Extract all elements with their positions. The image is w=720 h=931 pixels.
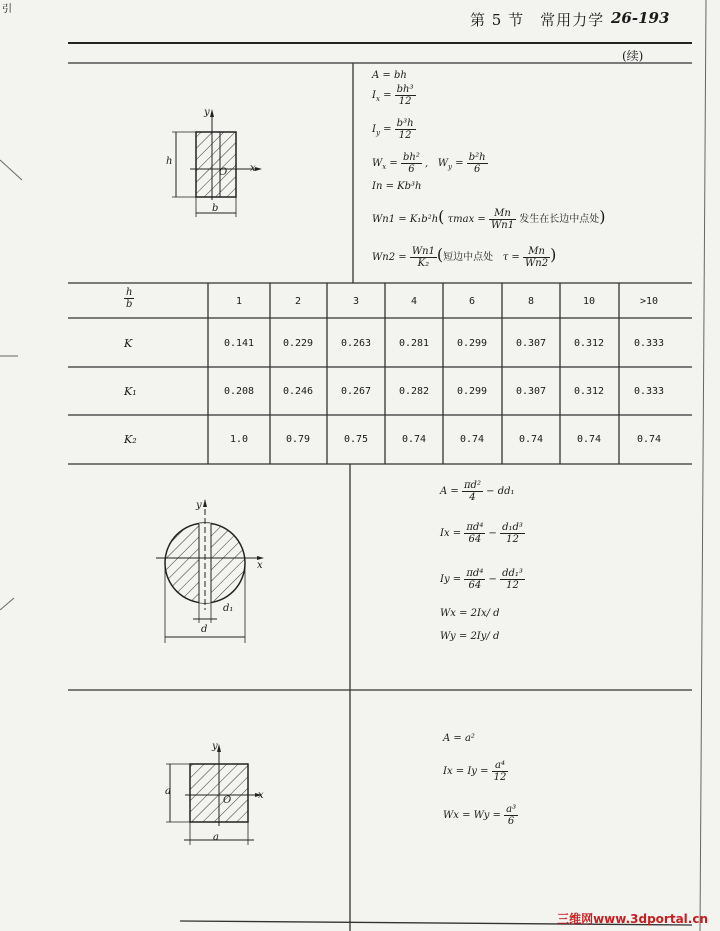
- formula-ix: $I_x$ = $\frac{\text{bh³}}{12}$: [372, 84, 414, 107]
- rect-y-label: y: [204, 107, 210, 118]
- formula-circle-wx: Wx = 2Ix/ d: [440, 608, 500, 619]
- ktable-cell: 0.267: [340, 386, 372, 397]
- square-y-label: y: [212, 741, 218, 752]
- ktable-cell: 0.74: [636, 434, 662, 445]
- page-number: 26-193: [611, 9, 670, 27]
- continued-label: (续): [622, 49, 644, 63]
- square-bottom-label: a: [213, 832, 219, 843]
- formula-square-area: A = a²: [443, 733, 475, 744]
- rect-origin-label: O: [219, 167, 228, 178]
- circle-x-label: x: [257, 560, 263, 571]
- formula-iy: $I_y$ = $\frac{\text{b³h}}{12}$: [372, 118, 414, 141]
- ktable-cell: 0.74: [518, 434, 544, 445]
- square-side-label: a: [165, 786, 171, 797]
- ktable-cell: 0.312: [573, 386, 605, 397]
- ktable-cell: 0.79: [285, 434, 311, 445]
- watermark: 三维网www.3dportal.cn: [557, 912, 708, 926]
- formula-square-i: Ix = Iy = $\frac{\text{a⁴}}{12}$: [443, 760, 507, 783]
- ktable-cell: 0.208: [223, 386, 255, 397]
- formula-square-w: Wx = Wy = $\frac{\text{a³}}{6}$: [443, 804, 517, 827]
- ktable-cell: 0.282: [398, 386, 430, 397]
- rect-h-label: h: [166, 156, 173, 167]
- circle-y-label: y: [196, 500, 202, 511]
- ktable-cell: 0.141: [223, 338, 255, 349]
- rect-b-label: b: [212, 203, 219, 214]
- rect-x-label: x: [250, 163, 256, 174]
- section-title: 第 5 节 常用力学: [470, 11, 605, 29]
- formula-in: In = Kb³h: [372, 181, 422, 192]
- ktable-cell: 0.299: [456, 338, 488, 349]
- ktable-cell: 0.246: [282, 386, 314, 397]
- ktable-col-header: 1: [235, 296, 243, 307]
- formula-circle-area: A = $\frac{\text{πd²}}{4}$ − dd₁: [440, 480, 515, 503]
- ktable-row-label: K₂: [124, 433, 137, 446]
- circle-section-figure: [150, 495, 280, 655]
- ktable-cell: 0.312: [573, 338, 605, 349]
- ktable-cell: 0.74: [401, 434, 427, 445]
- ktable-col-header: 4: [410, 296, 418, 307]
- ktable-cell: 0.74: [459, 434, 485, 445]
- ktable-col-header: 6: [468, 296, 476, 307]
- square-x-label: x: [258, 790, 264, 801]
- ktable-cell: 1.0: [229, 434, 249, 445]
- ktable-row-label: K₁: [124, 385, 137, 398]
- formula-wn1: Wn1 = K₁b²h( τmax = $\frac{Mn}{Wn1}$ 发生在长边中点处): [372, 207, 606, 231]
- circle-d-label: d: [201, 624, 208, 635]
- ktable-cell: 0.75: [343, 434, 369, 445]
- margin-mark: 引: [2, 4, 12, 15]
- ktable-cell: 0.333: [633, 338, 665, 349]
- ktable-col-header: 10: [582, 296, 596, 307]
- ktable-cell: 0.307: [515, 386, 547, 397]
- formula-circle-ix: Ix = $\frac{\text{πd⁴}}{64}$ − $\frac{\text{d₁d³}}{12}$: [440, 522, 523, 545]
- ktable-col-header: 2: [294, 296, 302, 307]
- square-origin-label: O: [223, 795, 232, 806]
- circle-d1-label: d₁: [223, 603, 234, 614]
- ktable-col-header: 8: [527, 296, 535, 307]
- formula-circle-wy: Wy = 2Iy/ d: [440, 631, 500, 642]
- ktable-cell: 0.74: [576, 434, 602, 445]
- ktable-cell: 0.299: [456, 386, 488, 397]
- ktable-row-label: K: [124, 337, 133, 350]
- formula-wx-wy: $W_x$ = $\frac{\text{bh²}}{6}$ , $W_y$ = $\frac{\text{b²h}}{6}$: [372, 152, 486, 175]
- formula-wn2: Wn2 = $\frac{Wn1}{\text{K₂}}$ (短边中点处 τ = $\frac{Mn}{Wn2}$ ): [372, 245, 557, 269]
- formula-area: A = bh: [372, 70, 407, 81]
- ktable-cell: 0.263: [340, 338, 372, 349]
- ktable-cell: 0.229: [282, 338, 314, 349]
- ktable-cell: 0.333: [633, 386, 665, 397]
- formula-circle-iy: Iy = $\frac{\text{πd⁴}}{64}$ − $\frac{\text{dd₁³}}{12}$: [440, 568, 523, 591]
- ktable-cell: 0.281: [398, 338, 430, 349]
- ktable-header-label: $\frac{h}{b}$: [126, 287, 133, 310]
- ktable-col-header: >10: [639, 296, 659, 307]
- ktable-cell: 0.307: [515, 338, 547, 349]
- ktable-col-header: 3: [352, 296, 360, 307]
